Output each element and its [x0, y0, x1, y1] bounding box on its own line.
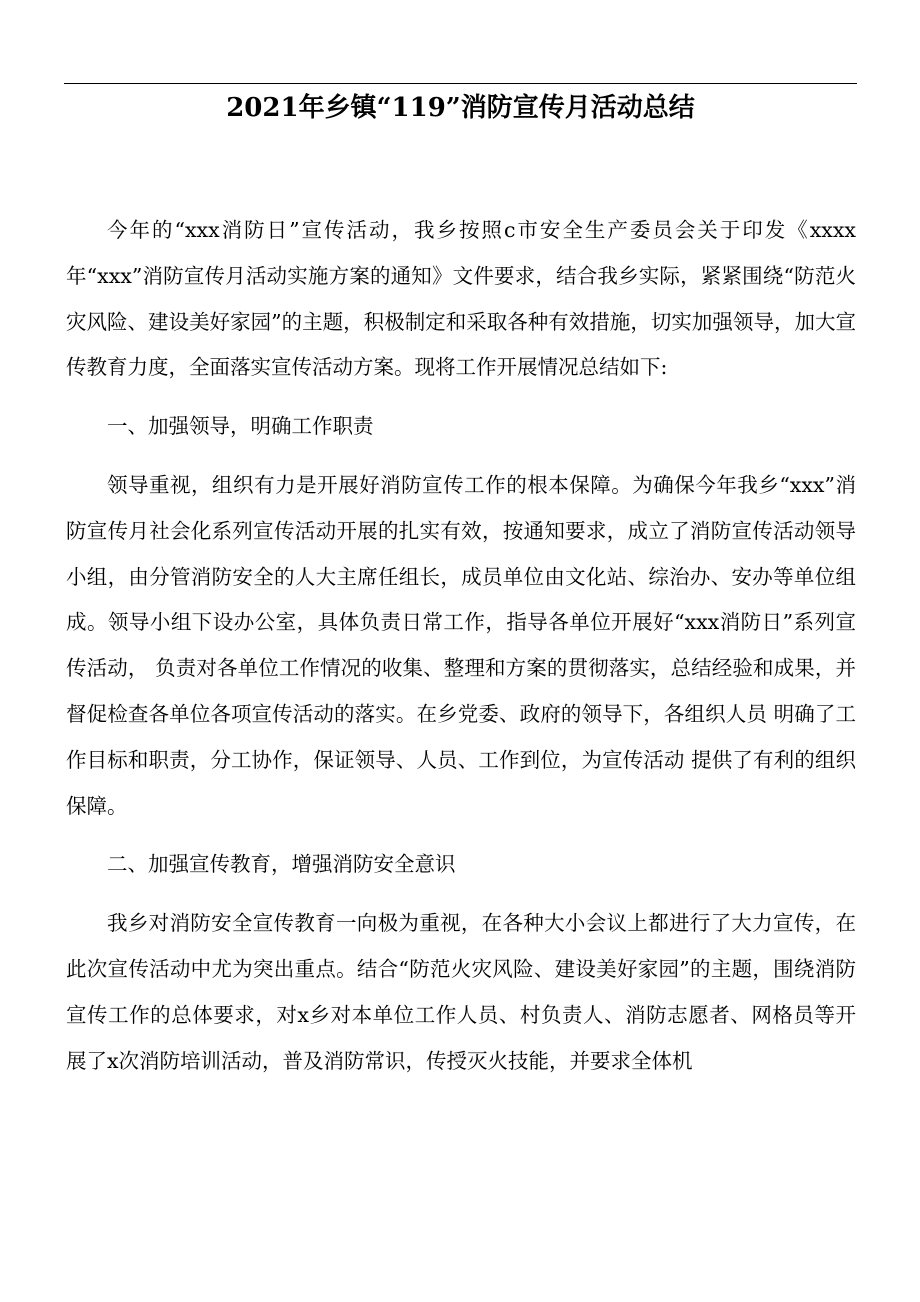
- section-heading-2: 二、加强宣传教育，增强消防安全意识: [107, 852, 456, 877]
- document-body: [66, 208, 856, 1084]
- paragraph-intro: 今年的“xxx消防日”宣传活动，我乡按照c市安全生产委员会关于印发《xxxx年“xxx”消防宣传月活动实施方案的通知》文件要求，结合我乡实际，紧紧围绕“防范火灾风险、建设美好家园”的主题，积极制定和采取各种有效措施，切实加强领导，加大宣传教育力度，全面落实宣传活动方案。现将工作开展情况总结如下:: [66, 218, 856, 380]
- paragraph-leadership: 领导重视，组织有力是开展好消防宣传工作的根本保障。为确保今年我乡“xxx”消防宣传月社会化系列宣传活动开展的扎实有效，按通知要求，成立了消防宣传活动领导小组，由分管消防安全的人大主席任组长，成员单位由文化站、综治办、安办等单位组成。领导小组下设办公室，具体负责日常工作，指导各单位开展好“xxx消防日”系列宣传活动， 负责对各单位工作情况的收集、整理和方案的贯彻落实，总结经验和成果，并督促检查各单位各项宣传活动的落实。在乡党委、政府的领导下，各组织人员 明确了工作目标和职责，分工协作，保证领导、人员、工作到位，为宣传活动 提供了有利的组织保障。: [66, 472, 856, 818]
- header-rule: [64, 83, 857, 84]
- document-title: 2021年乡镇“119”消防宣传月活动总结: [226, 93, 695, 123]
- section-heading-1: 一、加强领导，明确工作职责: [107, 414, 374, 439]
- paragraph-education: 我乡对消防安全宣传教育一向极为重视，在各种大小会议上都进行了大力宣传，在此次宣传活动中尤为突出重点。结合“防范火灾风险、建设美好家园”的主题，围绕消防宣传工作的总体要求，对x乡对本单位工作人员、村负责人、消防志愿者、网格员等开展了x次消防培训活动，普及消防常识，传授灭火技能，并要求全体机: [66, 911, 856, 1073]
